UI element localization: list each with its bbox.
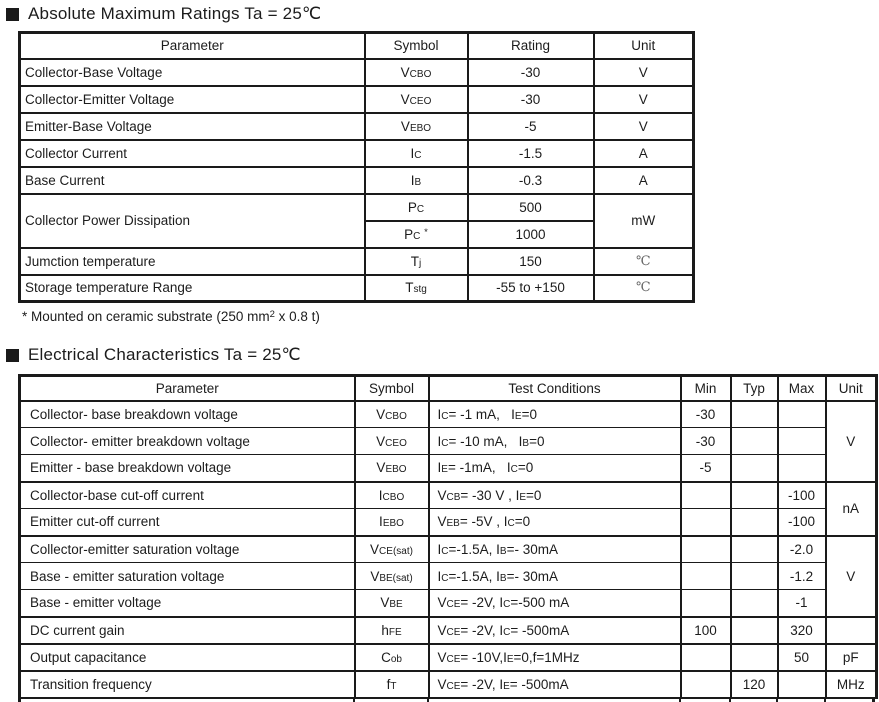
table-row — [20, 482, 877, 509]
table-row — [20, 194, 694, 221]
parameter-cell: Base Current — [20, 167, 365, 194]
parameter-cell: Storage temperature Range — [20, 275, 365, 302]
conditions-cell: IE= -1mA, IC=0 — [429, 455, 681, 482]
table-header-row — [20, 376, 877, 401]
header-parameter: Parameter — [20, 376, 355, 401]
min-cell — [681, 671, 731, 698]
typ-cell — [731, 590, 778, 617]
parameter-cell: Transition frequency — [20, 671, 355, 698]
header-unit: Unit — [594, 33, 694, 59]
parameter-cell: Emitter cut-off current — [20, 509, 355, 536]
header-parameter: Parameter — [20, 33, 365, 59]
parameter-cell: Base - emitter voltage — [20, 590, 355, 617]
max-cell — [778, 455, 826, 482]
symbol-cell: IB — [365, 167, 468, 194]
conditions-cell: VCE= -2V, IC=-500 mA — [429, 590, 681, 617]
table-row — [20, 536, 877, 563]
section-bullet-icon — [6, 349, 19, 362]
rating-cell: 150 — [468, 248, 594, 275]
min-cell: -30 — [681, 428, 731, 455]
absolute-maximum-ratings-table — [18, 31, 695, 303]
conditions-cell: VCE= -2V, IE= -500mA — [429, 671, 681, 698]
parameter-cell: Emitter - base breakdown voltage — [20, 455, 355, 482]
rating-cell: -0.3 — [468, 167, 594, 194]
typ-cell: 120 — [731, 671, 778, 698]
table-row — [20, 590, 877, 617]
unit-cell: V — [594, 113, 694, 140]
max-cell: -100 — [778, 509, 826, 536]
cropped-row-stubs — [18, 697, 875, 702]
table-header-row — [20, 33, 694, 59]
min-cell — [681, 509, 731, 536]
table-row — [20, 671, 877, 698]
min-cell — [681, 536, 731, 563]
table-row — [20, 455, 877, 482]
parameter-cell: Collector-base cut-off current — [20, 482, 355, 509]
table-row — [20, 113, 694, 140]
table-row — [20, 167, 694, 194]
electrical-characteristics-table — [18, 374, 878, 699]
typ-cell — [731, 455, 778, 482]
symbol-cell: VCEO — [365, 86, 468, 113]
table-row — [20, 428, 877, 455]
section1-title: Absolute Maximum Ratings Ta = 25℃ — [28, 4, 322, 23]
header-test-conditions: Test Conditions — [429, 376, 681, 401]
max-cell — [778, 401, 826, 428]
parameter-cell: Jumction temperature — [20, 248, 365, 275]
rating-cell: -5 — [468, 113, 594, 140]
table-row — [20, 86, 694, 113]
section2-header — [6, 345, 301, 365]
symbol-cell: hFE — [355, 617, 429, 644]
typ-cell — [731, 482, 778, 509]
header-typ: Typ — [731, 376, 778, 401]
typ-cell — [731, 563, 778, 590]
conditions-cell: IC=-1.5A, IB=- 30mA — [429, 536, 681, 563]
min-cell — [681, 563, 731, 590]
max-cell: -100 — [778, 482, 826, 509]
max-cell: -1 — [778, 590, 826, 617]
section2-title: Electrical Characteristics Ta = 25℃ — [28, 345, 301, 364]
typ-cell — [731, 644, 778, 671]
rating-cell: 1000 — [468, 221, 594, 248]
max-cell — [778, 428, 826, 455]
symbol-cell: VCEO — [355, 428, 429, 455]
section-bullet-icon — [6, 8, 19, 21]
rating-cell: -30 — [468, 59, 594, 86]
rating-cell: -1.5 — [468, 140, 594, 167]
parameter-cell: Output capacitance — [20, 644, 355, 671]
typ-cell — [731, 401, 778, 428]
symbol-cell: IEBO — [355, 509, 429, 536]
symbol-cell: VBE(sat) — [355, 563, 429, 590]
unit-cell: ℃ — [594, 275, 694, 302]
parameter-cell: Collector- emitter breakdown voltage — [20, 428, 355, 455]
header-min: Min — [681, 376, 731, 401]
unit-cell: MHz — [826, 671, 877, 698]
table-row — [20, 59, 694, 86]
parameter-cell: Base - emitter saturation voltage — [20, 563, 355, 590]
table-row — [20, 140, 694, 167]
header-unit: Unit — [826, 376, 877, 401]
max-cell — [778, 671, 826, 698]
symbol-cell: PC * — [365, 221, 468, 248]
footnote: * Mounted on ceramic substrate (250 $mm^2$ x 0.8 t) — [22, 309, 320, 324]
max-cell: 50 — [778, 644, 826, 671]
typ-cell — [731, 428, 778, 455]
symbol-cell: VEBO — [365, 113, 468, 140]
unit-cell: pF — [826, 644, 877, 671]
rating-cell: -30 — [468, 86, 594, 113]
symbol-cell: VEBO — [355, 455, 429, 482]
table-row — [20, 617, 877, 644]
header-symbol: Symbol — [355, 376, 429, 401]
parameter-cell: Emitter-Base Voltage — [20, 113, 365, 140]
unit-cell: nA — [826, 482, 877, 536]
unit-cell: mW — [594, 194, 694, 248]
parameter-cell: Collector-Base Voltage — [20, 59, 365, 86]
conditions-cell: IC= -10 mA, IB=0 — [429, 428, 681, 455]
table-row — [20, 509, 877, 536]
rating-cell: -55 to +150 — [468, 275, 594, 302]
symbol-cell: VBE — [355, 590, 429, 617]
table-row — [20, 644, 877, 671]
min-cell: -5 — [681, 455, 731, 482]
unit-cell: V — [826, 536, 877, 617]
table-row — [20, 563, 877, 590]
symbol-cell: PC — [365, 194, 468, 221]
unit-cell: ℃ — [594, 248, 694, 275]
symbol-cell: Cob — [355, 644, 429, 671]
unit-cell: V — [594, 59, 694, 86]
max-cell: 320 — [778, 617, 826, 644]
typ-cell — [731, 509, 778, 536]
parameter-cell: Collector- base breakdown voltage — [20, 401, 355, 428]
symbol-cell: Tstg — [365, 275, 468, 302]
conditions-cell: VCE= -10V,IE=0,f=1MHz — [429, 644, 681, 671]
parameter-cell: Collector Power Dissipation — [20, 194, 365, 248]
unit-cell: A — [594, 167, 694, 194]
section1-header — [6, 4, 321, 24]
min-cell — [681, 482, 731, 509]
min-cell: 100 — [681, 617, 731, 644]
parameter-cell: DC current gain — [20, 617, 355, 644]
unit-cell: V — [594, 86, 694, 113]
conditions-cell: VEB= -5V , IC=0 — [429, 509, 681, 536]
max-cell: -1.2 — [778, 563, 826, 590]
table-row — [20, 401, 877, 428]
min-cell — [681, 644, 731, 671]
min-cell: -30 — [681, 401, 731, 428]
unit-cell: A — [594, 140, 694, 167]
typ-cell — [731, 536, 778, 563]
unit-cell — [826, 617, 877, 644]
symbol-cell: Tj — [365, 248, 468, 275]
symbol-cell: IC — [365, 140, 468, 167]
header-rating: Rating — [468, 33, 594, 59]
table-row — [20, 275, 694, 302]
symbol-cell: VCBO — [355, 401, 429, 428]
symbol-cell: VCBO — [365, 59, 468, 86]
parameter-cell: Collector-Emitter Voltage — [20, 86, 365, 113]
header-symbol: Symbol — [365, 33, 468, 59]
parameter-cell: Collector-emitter saturation voltage — [20, 536, 355, 563]
min-cell — [681, 590, 731, 617]
header-max: Max — [778, 376, 826, 401]
rating-cell: 500 — [468, 194, 594, 221]
conditions-cell: IC= -1 mA, IE=0 — [429, 401, 681, 428]
max-cell: -2.0 — [778, 536, 826, 563]
symbol-cell: VCE(sat) — [355, 536, 429, 563]
symbol-cell: ICBO — [355, 482, 429, 509]
unit-cell: V — [826, 401, 877, 482]
conditions-cell: VCE= -2V, IC= -500mA — [429, 617, 681, 644]
table-row — [20, 248, 694, 275]
symbol-cell: fT — [355, 671, 429, 698]
conditions-cell: VCB= -30 V , IE=0 — [429, 482, 681, 509]
typ-cell — [731, 617, 778, 644]
parameter-cell: Collector Current — [20, 140, 365, 167]
conditions-cell: IC=-1.5A, IB=- 30mA — [429, 563, 681, 590]
